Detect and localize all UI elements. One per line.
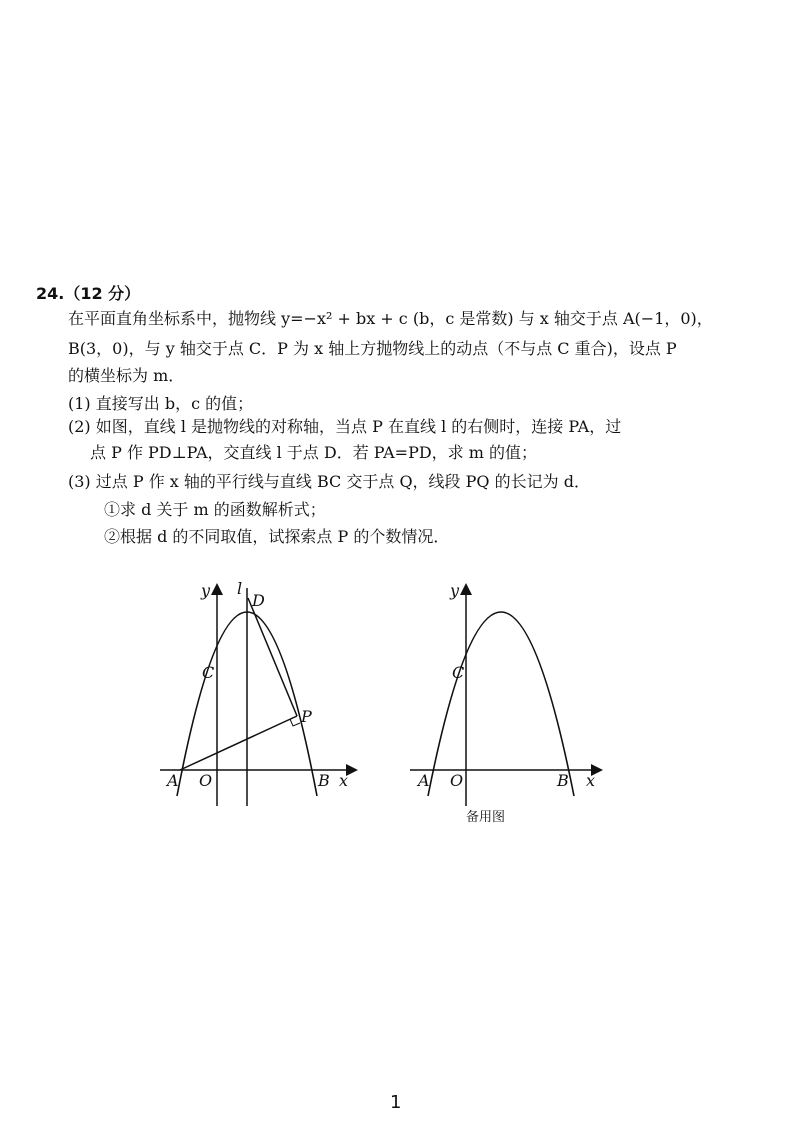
label-a: A <box>418 771 430 790</box>
part-3-sub-2: ②根据 d 的不同取值，试探索点 P 的个数情况． <box>104 527 450 546</box>
label-a: A <box>167 771 179 790</box>
label-y: y <box>201 581 211 600</box>
stem-line-1: 在平面直角坐标系中，抛物线 y=−x² + bx + c (b，c 是常数) 与 x 轴交于点 A(−1，0)， <box>68 309 713 328</box>
label-c: C <box>452 663 465 682</box>
parabola <box>428 612 574 796</box>
label-d: D <box>252 591 265 610</box>
right-angle-mark <box>290 719 300 726</box>
figure-1 <box>155 578 365 808</box>
segment-pa <box>180 716 297 770</box>
part-3-sub-1: ①求 d 关于 m 的函数解析式； <box>104 500 326 519</box>
label-l: l <box>237 579 243 598</box>
label-b: B <box>557 771 569 790</box>
segment-pd <box>248 598 297 716</box>
label-o: O <box>199 771 213 790</box>
figure-2-caption: 备用图 <box>466 810 506 825</box>
label-y: y <box>450 581 460 600</box>
question-number-text: 24. <box>36 284 65 303</box>
stem-line-3: 的横坐标为 m． <box>68 366 185 385</box>
label-p: P <box>301 707 312 726</box>
stem-line-2: B(3，0)，与 y 轴交于点 C．P 为 x 轴上方抛物线上的动点（不与点 C 重合)，设点 P <box>68 339 677 358</box>
question-number <box>36 284 140 304</box>
part-2-line-2: 点 P 作 PD⊥PA，交直线 l 于点 D．若 PA=PD，求 m 的值； <box>90 443 538 462</box>
label-o: O <box>450 771 464 790</box>
label-b: B <box>318 771 330 790</box>
figure-2 <box>400 578 610 808</box>
part-3: (3) 过点 P 作 x 轴的平行线与直线 BC 交于点 Q，线段 PQ 的长记为 d． <box>68 472 590 491</box>
label-c: C <box>202 663 215 682</box>
part-1: (1) 直接写出 b，c 的值； <box>68 394 254 413</box>
part-2-line-1: (2) 如图，直线 l 是抛物线的对称轴，当点 P 在直线 l 的右侧时，连接 PA，过 <box>68 417 622 436</box>
page-number: 1 <box>390 1092 402 1113</box>
label-x: x <box>339 771 349 790</box>
label-x: x <box>586 771 596 790</box>
question-score: （12 分） <box>64 284 141 303</box>
